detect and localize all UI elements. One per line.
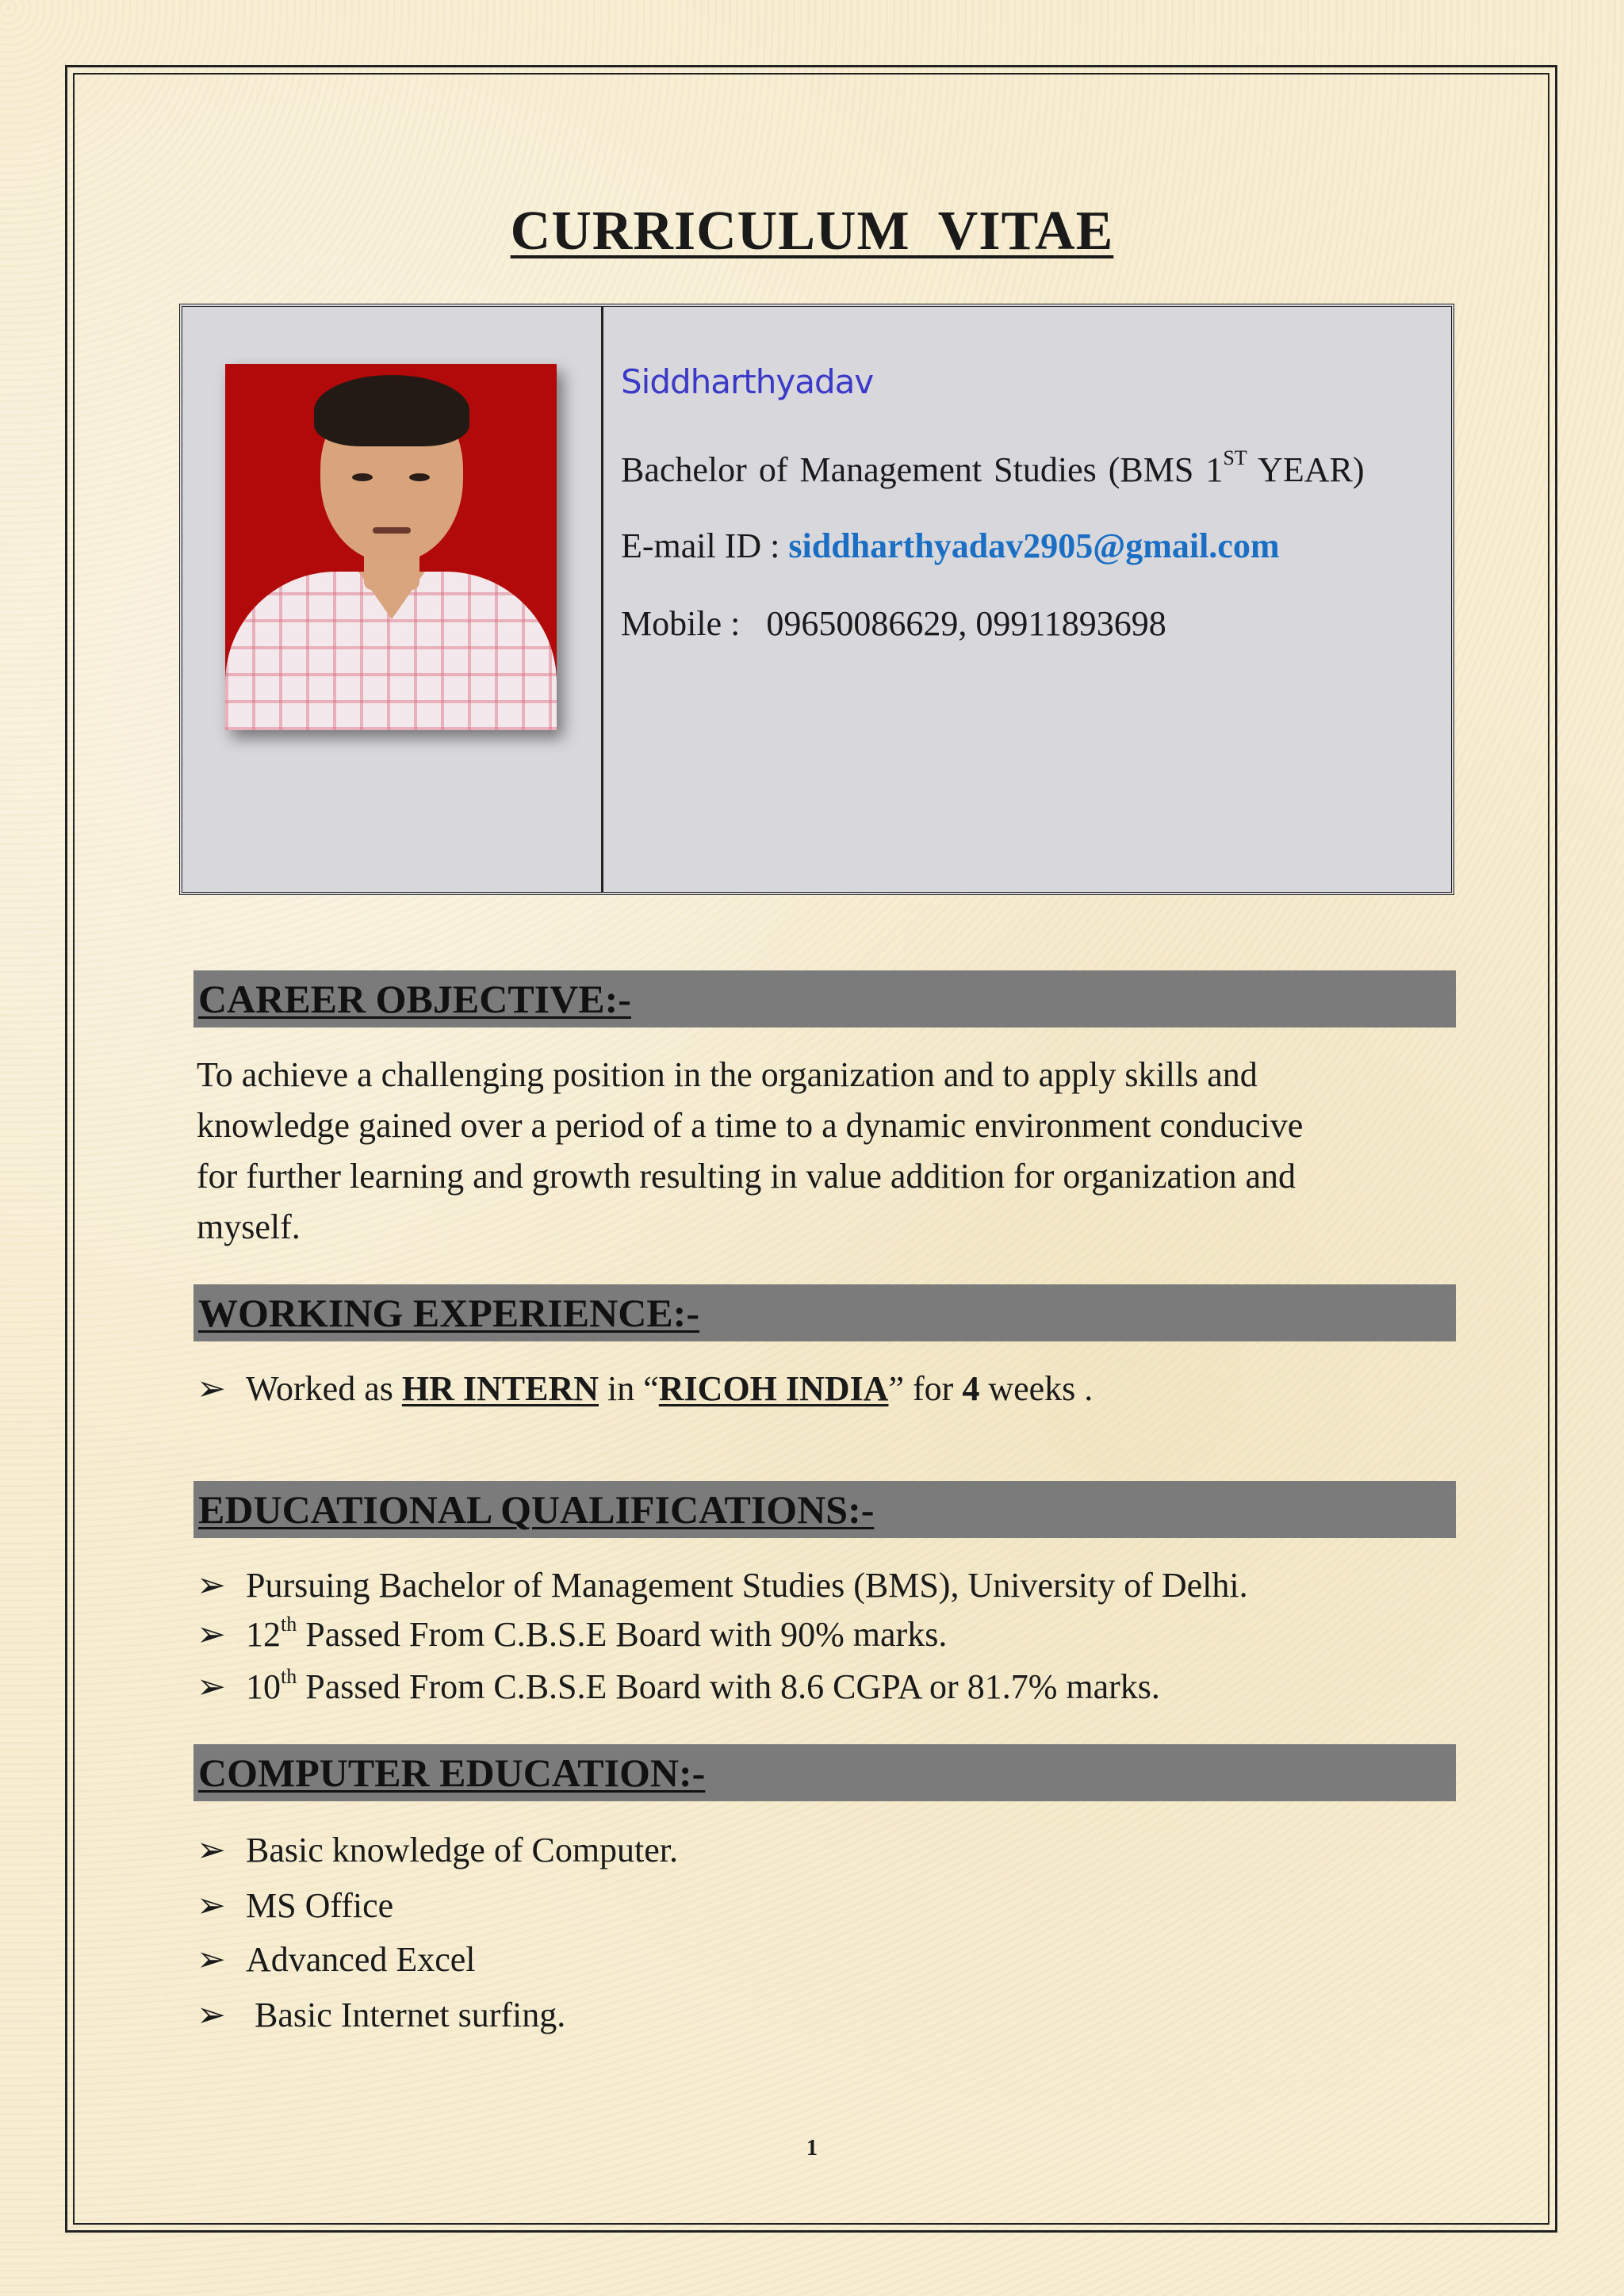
arrow-bullet-icon: ➢ — [197, 1615, 226, 1654]
email-link[interactable]: siddharthyadav2905@gmail.com — [788, 526, 1280, 565]
computer-item: ➢ Basic knowledge of Computer. — [197, 1831, 679, 1869]
email-line: E-mail ID : siddharthyadav2905@gmail.com — [621, 526, 1280, 565]
profile-table — [179, 304, 1454, 895]
experience-item: ➢ Worked as HR INTERN in “RICOH INDIA” for 4 weeks . — [197, 1369, 1094, 1408]
arrow-bullet-icon: ➢ — [197, 1566, 226, 1605]
computer-item: ➢ MS Office — [197, 1886, 394, 1925]
degree-line: Bachelor of Management Studies (BMS 1ST YEAR) — [621, 446, 1365, 489]
arrow-bullet-icon: ➢ — [197, 1996, 226, 2034]
computer-item: ➢ Basic Internet surfing. — [197, 1996, 566, 2034]
computer-education-heading: COMPUTER EDUCATION:- — [193, 1744, 1456, 1801]
table-divider — [601, 307, 603, 892]
career-objective-text: To achieve a challenging position in the organization and to apply skills and knowledge gained over a period of a time to a dynamic environment conducive for further learning and growth resulting in value addition for organization and myself. — [197, 1055, 1304, 1246]
profile-photo — [225, 364, 557, 730]
working-experience-heading: WORKING EXPERIENCE:- — [193, 1284, 1456, 1341]
mobile-numbers: 09650086629, 09911893698 — [766, 604, 1166, 643]
mobile-line: Mobile : 09650086629, 09911893698 — [621, 604, 1166, 643]
computer-item: ➢ Advanced Excel — [197, 1940, 476, 1979]
education-item: ➢ 12th Passed From C.B.S.E Board with 90% marks. — [197, 1613, 948, 1654]
career-objective-heading: CAREER OBJECTIVE:- — [193, 970, 1456, 1027]
arrow-bullet-icon: ➢ — [197, 1886, 226, 1925]
arrow-bullet-icon: ➢ — [197, 1369, 226, 1408]
arrow-bullet-icon: ➢ — [197, 1940, 226, 1979]
education-item: ➢ Pursuing Bachelor of Management Studies (BMS), University of Delhi. — [197, 1566, 1248, 1605]
document-title: CURRICULUM VITAE — [510, 201, 1114, 262]
arrow-bullet-icon: ➢ — [197, 1667, 226, 1706]
page-number: 1 — [806, 2136, 818, 2160]
candidate-name: Siddharthyadav — [621, 362, 874, 401]
education-item: ➢ 10th Passed From C.B.S.E Board with 8.6 CGPA or 81.7% marks. — [197, 1665, 1160, 1706]
arrow-bullet-icon: ➢ — [197, 1831, 226, 1869]
educational-qualifications-heading: EDUCATIONAL QUALIFICATIONS:- — [193, 1481, 1456, 1538]
